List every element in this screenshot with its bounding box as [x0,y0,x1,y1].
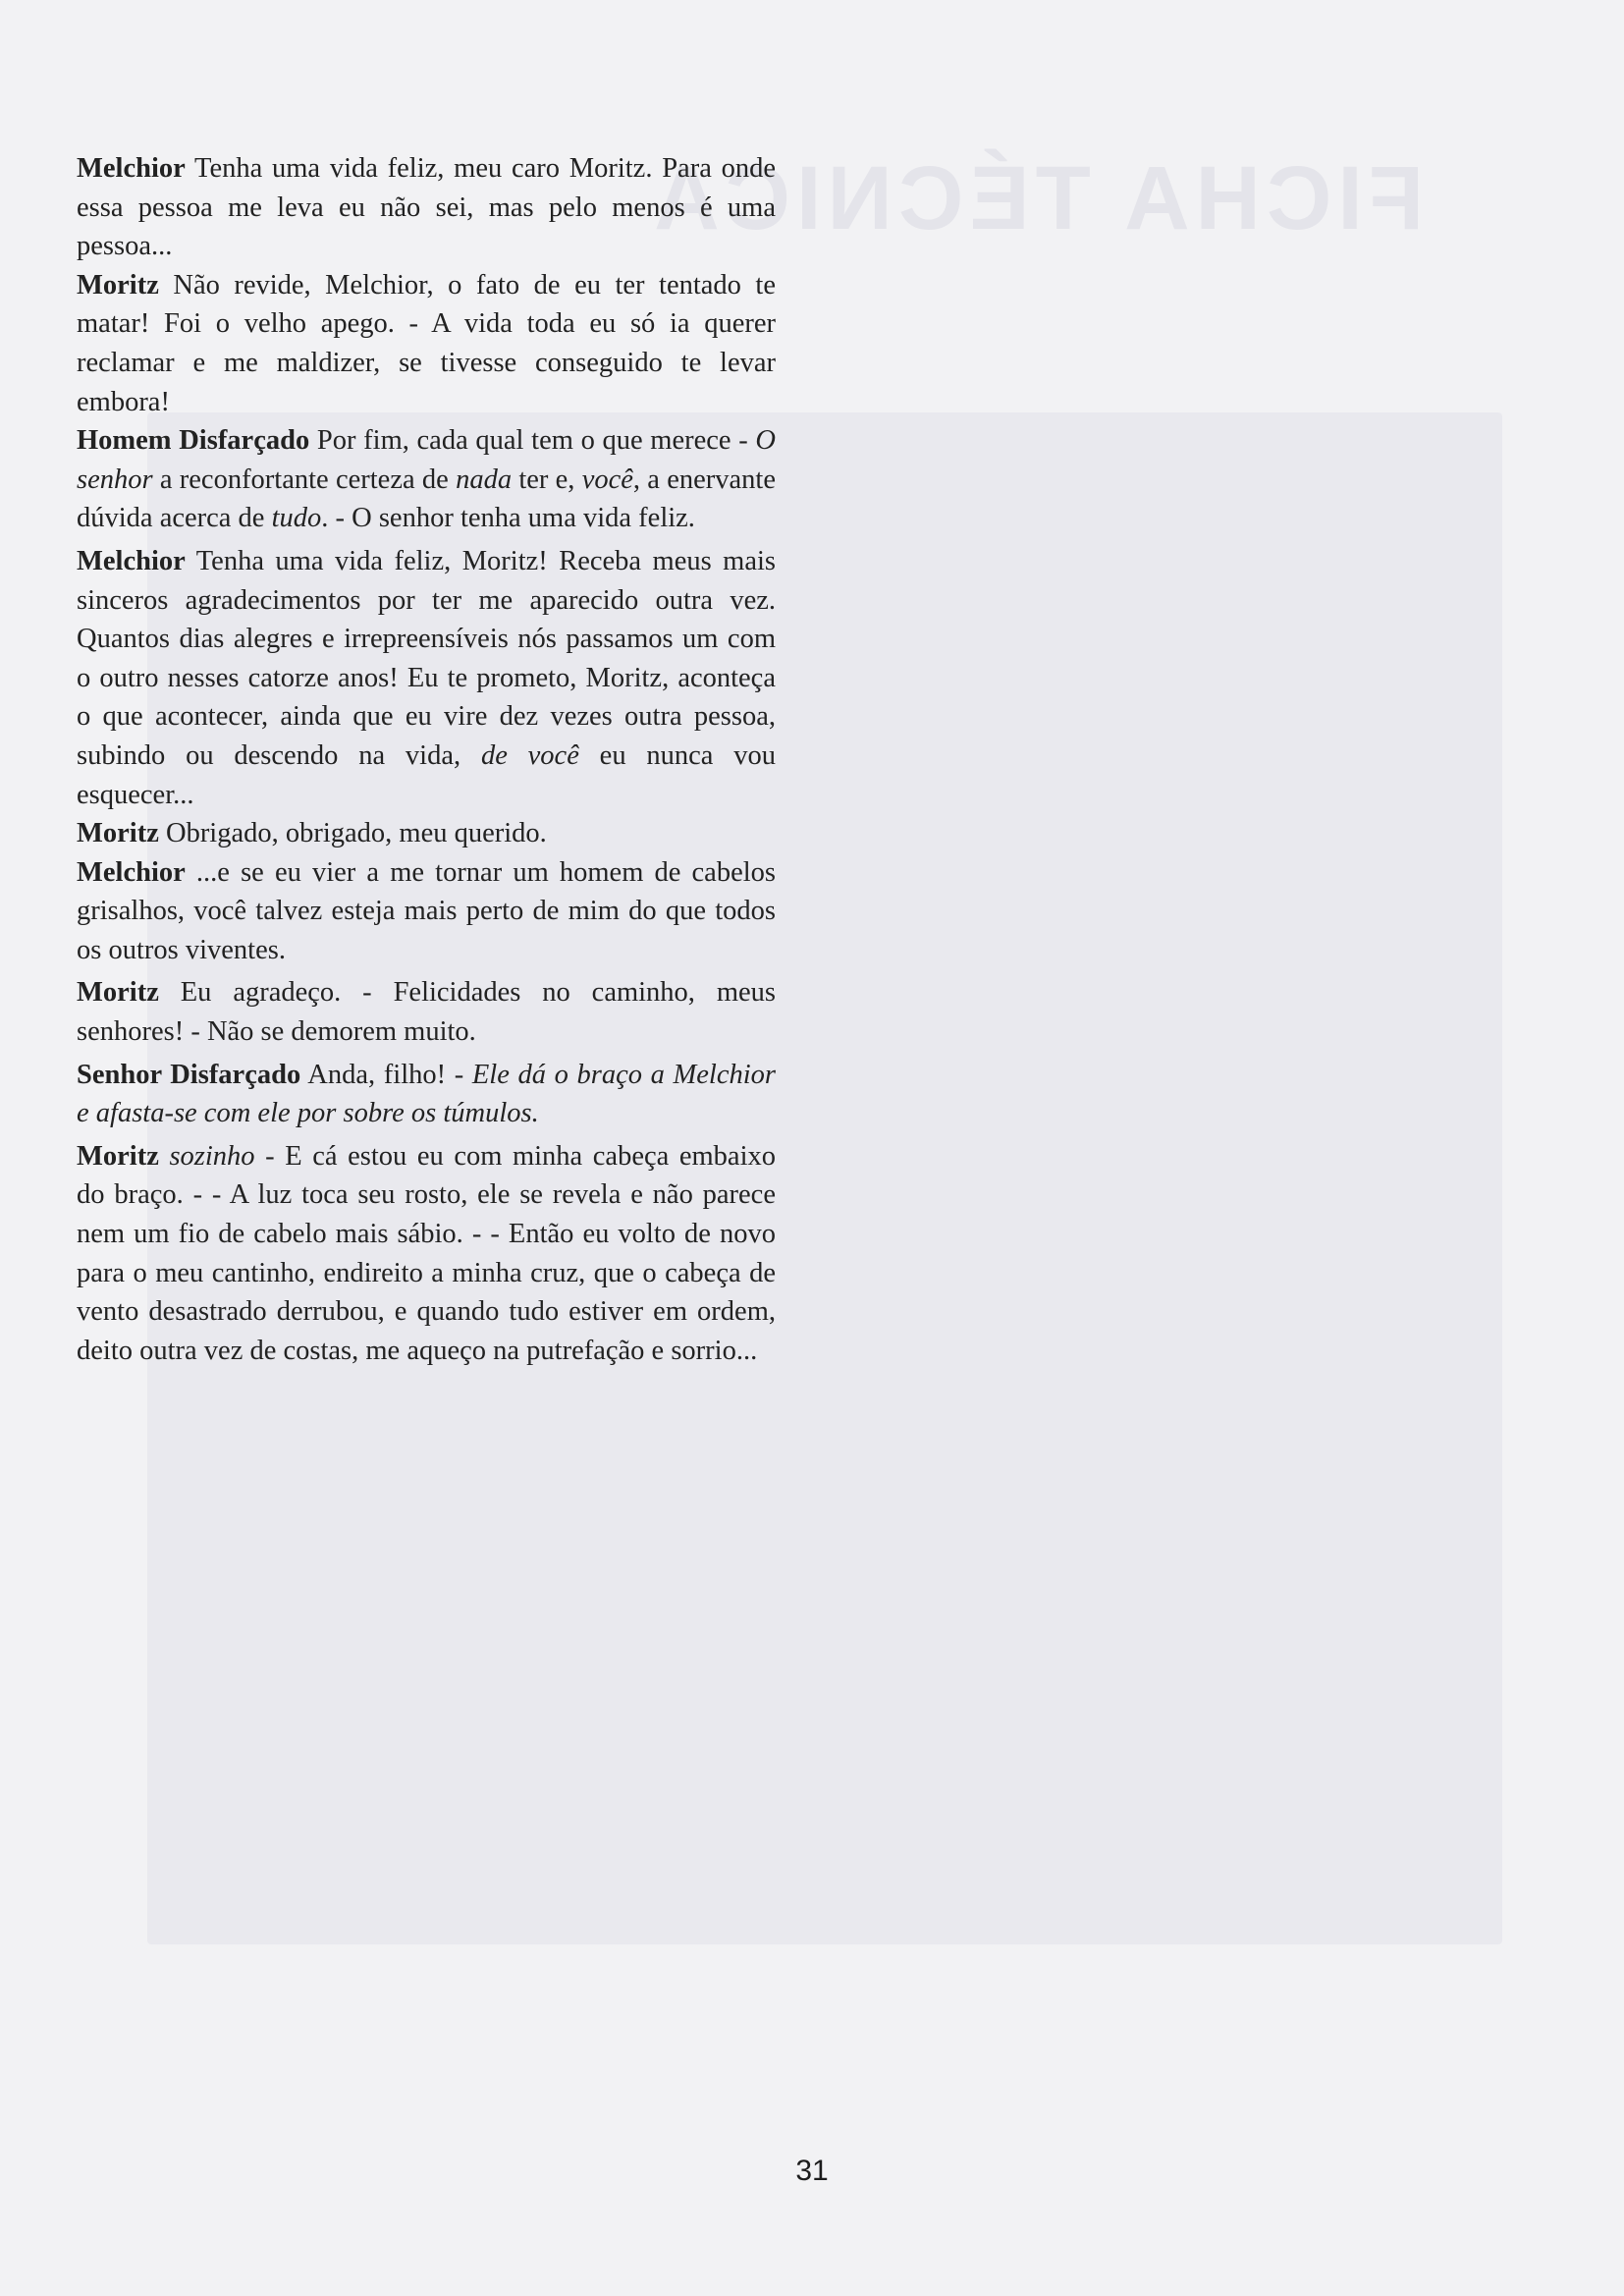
dialogue-text: Tenha uma vida feliz, meu caro Moritz. Para onde essa pessoa me leva eu não sei, mas pelo menos é uma pessoa... [77,153,776,262]
dialogue-paragraph [77,1137,776,1371]
stage-direction-text: O senhor [77,425,777,495]
page-number: 31 [795,2155,829,2187]
stage-direction-text: Ele dá o braço a Melchior e afasta-se com ele por sobre os túmulos. [77,1059,777,1129]
speaker-name: Melchior [77,545,186,576]
dialogue-paragraph [77,542,776,814]
stage-direction-text: nada [456,464,513,495]
stage-direction-text: sozinho [169,1140,255,1172]
speaker-name: Melchior [77,153,186,184]
dialogue-text: - E cá estou eu com minha cabeça embaixo do braço. - - A luz toca seu rosto, ele se revela e não parece nem um fio de cabelo mais sábio. - - Então eu volto de novo para o meu cantinho, endireito a minha cruz, que o cabeça de vento desastrado derrubou, e quando tudo estiver em ordem, deito outra vez de costas, me aqueço na putrefação e sorrio... [77,1140,777,1366]
speaker-name: Homem Disfarçado [77,425,310,457]
dialogue-paragraph [77,1056,776,1133]
dialogue-text: Anda, filho! - [300,1059,472,1090]
dialogue-text: Eu agradeço. - Felicidades no caminho, meus senhores! - Não se demorem muito. [77,977,776,1048]
dialogue-paragraph [77,266,776,421]
dialogue-paragraph [77,853,776,970]
dialogue-text: Tenha uma vida feliz, Moritz! Receba meus mais sinceros agradecimentos por ter me aparecido outra vez. Quantos dias alegres e irrepreensíveis nós passamos um com o outro nesses catorze anos! Eu te prometo, Moritz, aconteça o que acontecer, ainda que eu vire dez vezes outra pessoa, subindo ou descendo na vida, [77,545,776,771]
speaker-name: Melchior [77,856,186,888]
dialogue-text: , a enervante dúvida acerca de [77,464,776,534]
speaker-name: Moritz [77,1140,159,1172]
dialogue-text: eu nunca vou esquecer... [77,739,776,810]
dialogue-text: ...e se eu vier a me tornar um homem de cabelos grisalhos, você talvez esteja mais perto de mim do que todos os outros viventes. [77,856,776,965]
dialogue-text: Obrigado, obrigado, meu querido. [158,818,547,849]
stage-direction-text: tudo [271,503,322,534]
speaker-name: Moritz [77,977,159,1009]
speaker-name: Senhor Disfarçado [77,1059,301,1090]
dialogue-text [159,1141,170,1172]
dialogue-text: . - O senhor tenha uma vida feliz. [321,503,695,534]
dialogue-text: Não revide, Melchior, o fato de eu ter tentado te matar! Foi o velho apego. - A vida toda eu só ia querer reclamar e me maldizer, se tivesse conseguido te levar embora! [77,269,776,417]
stage-direction-text: de você [480,739,579,771]
speaker-name: Moritz [77,269,159,301]
dialogue-text: Por fim, cada qual tem o que merece - [309,425,756,457]
script-text [77,149,776,1370]
speaker-name: Moritz [77,818,159,849]
dialogue-text: ter e, [512,464,582,495]
dialogue-paragraph [77,973,776,1051]
dialogue-text: a reconfortante certeza de [152,464,457,495]
stage-direction-text: você [581,464,633,495]
show-through-title: FICHA TÉCNICA [648,148,1425,248]
dialogue-paragraph [77,149,776,266]
dialogue-paragraph [77,814,776,853]
dialogue-paragraph [77,421,776,538]
